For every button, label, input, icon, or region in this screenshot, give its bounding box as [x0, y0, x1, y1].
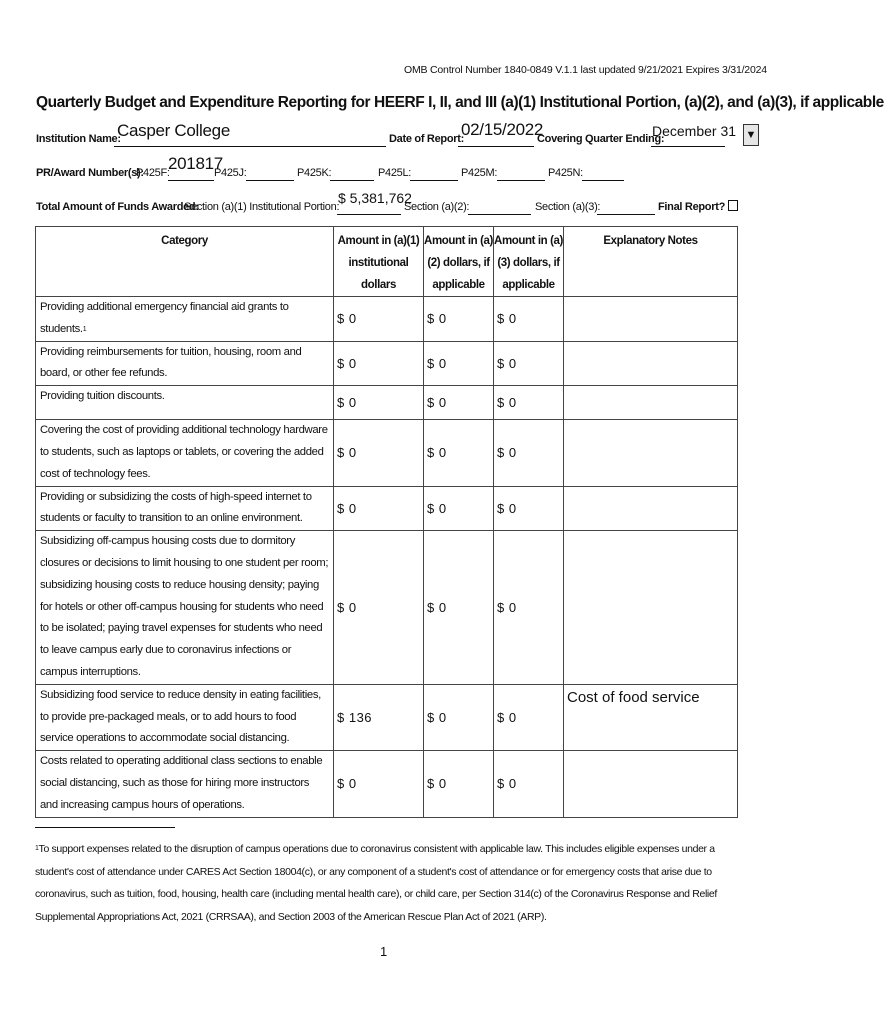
final-report-label: Final Report? — [658, 200, 738, 213]
section-a2-field[interactable] — [468, 214, 531, 215]
date-of-report-field[interactable]: 02/15/2022 — [461, 120, 544, 139]
header-amount-a1: Amount in (a)(1) institutional dollars — [334, 227, 424, 297]
table-row — [36, 531, 738, 685]
chevron-down-icon: ▼ — [745, 129, 757, 141]
category-cell: Providing additional emergency financial aid grants to students.$^1$ — [36, 297, 334, 342]
award-number-label: PR/Award Number(s): — [36, 167, 144, 179]
amount-a1-field[interactable]: $ 0 — [334, 486, 424, 531]
section-a1-field[interactable]: $ 5,381,762 — [338, 190, 412, 206]
notes-field[interactable] — [564, 486, 738, 531]
amount-a1-field[interactable]: $ 136 — [334, 684, 424, 750]
category-cell: Subsidizing food service to reduce density in eating facilities, to provide pre-packaged meals, or to add hours to food service operations to accommodate social distancing. — [36, 684, 334, 750]
covering-quarter-field[interactable]: December 31 — [652, 123, 737, 139]
amount-a2-field[interactable]: $ 0 — [424, 751, 494, 817]
omb-control-number: OMB Control Number 1840-0849 V.1.1 last updated 9/21/2021 Expires 3/31/2024 — [404, 64, 767, 76]
table-row — [36, 751, 738, 817]
amount-a1-field[interactable]: $ 0 — [334, 420, 424, 486]
amount-a3-field[interactable]: $ 0 — [494, 386, 564, 420]
table-row — [36, 297, 738, 342]
p425f-label: P425F: — [136, 167, 170, 179]
final-report-checkbox[interactable] — [728, 200, 738, 211]
p425f-underline — [168, 180, 214, 181]
amount-a2-field[interactable]: $ 0 — [424, 297, 494, 342]
institution-name-label: Institution Name: — [36, 133, 121, 145]
amount-a1-field[interactable]: $ 0 — [334, 751, 424, 817]
table-row — [36, 684, 738, 750]
table-row — [36, 341, 738, 386]
category-cell: Subsidizing off-campus housing costs due to dormitory closures or decisions to limit housing to one student per room; subsidizing housing costs to reduce housing density; paying for hotels or other off-campus housing for students who need to be isolated; paying travel expenses for students who need to leave campus early due to coronavirus infections or campus interruptions. — [36, 531, 334, 685]
amount-a3-field[interactable]: $ 0 — [494, 341, 564, 386]
amount-a1-field[interactable]: $ 0 — [334, 297, 424, 342]
table-row — [36, 486, 738, 531]
budget-table — [35, 226, 738, 818]
quarter-dropdown-button[interactable] — [743, 124, 759, 146]
amount-a2-field[interactable]: $ 0 — [424, 486, 494, 531]
amount-a2-field[interactable]: $ 0 — [424, 684, 494, 750]
section-a1-label: Section (a)(1) Institutional Portion: — [184, 201, 340, 213]
amount-a3-field[interactable]: $ 0 — [494, 751, 564, 817]
p425n-field[interactable] — [582, 180, 624, 181]
footnote-text: To support expenses related to the disruption of campus operations due to coronavirus consistent with applicable law. This includes eligible expenses under a student's cost of attendance under CARES Act Section 18004(c), or any component of a student's cost of attendance or for emergency costs that arise due to coronavirus, such as tuition, food, housing, health care (including mental health care), or child care, per Section 314(c) of the Coronavirus Response and Relief Supplemental Appropriations Act, 2021 (CRRSAA), and Section 2003 of the American Rescue Plan Act of 2021 (ARP). — [35, 843, 717, 923]
amount-a3-field[interactable]: $ 0 — [494, 531, 564, 685]
covering-quarter-label: Covering Quarter Ending: — [537, 133, 665, 145]
notes-field[interactable] — [564, 751, 738, 817]
p425k-field[interactable] — [330, 180, 374, 181]
notes-field[interactable] — [564, 341, 738, 386]
table-row — [36, 420, 738, 486]
page-title: Quarterly Budget and Expenditure Reporting for HEERF I, II, and III (a)(1) Institutional Portion, (a)(2), and (a)(3), if applicable — [36, 94, 884, 111]
p425f-field[interactable]: 201817 — [168, 154, 223, 173]
category-cell: Covering the cost of providing additional technology hardware to students, such as laptops or tablets, or covering the added cost of technology fees. — [36, 420, 334, 486]
category-cell: Providing tuition discounts. — [36, 386, 334, 420]
header-category: Category — [36, 227, 334, 297]
notes-field[interactable]: Cost of food service — [564, 684, 738, 750]
p425m-label: P425M: — [461, 167, 498, 179]
institution-name-field[interactable]: Casper College — [117, 121, 230, 140]
amount-a1-field[interactable]: $ 0 — [334, 386, 424, 420]
p425j-label: P425J: — [214, 167, 247, 179]
section-a2-label: Section (a)(2): — [404, 201, 470, 213]
footnote-divider — [35, 827, 175, 828]
category-cell: Providing reimbursements for tuition, housing, room and board, or other fee refunds. — [36, 341, 334, 386]
amount-a2-field[interactable]: $ 0 — [424, 386, 494, 420]
p425k-label: P425K: — [297, 167, 332, 179]
amount-a3-field[interactable]: $ 0 — [494, 297, 564, 342]
amount-a2-field[interactable]: $ 0 — [424, 531, 494, 685]
notes-field[interactable] — [564, 297, 738, 342]
date-underline — [458, 146, 534, 147]
amount-a3-field[interactable]: $ 0 — [494, 486, 564, 531]
p425j-field[interactable] — [246, 180, 294, 181]
date-of-report-label: Date of Report: — [389, 133, 464, 145]
section-a3-label: Section (a)(3): — [535, 201, 601, 213]
notes-field[interactable] — [564, 386, 738, 420]
amount-a1-field[interactable]: $ 0 — [334, 531, 424, 685]
footnote-ref: 1 — [82, 325, 87, 333]
amount-a3-field[interactable]: $ 0 — [494, 684, 564, 750]
page-number: 1 — [380, 944, 388, 959]
p425n-label: P425N: — [548, 167, 583, 179]
section-a1-underline — [337, 214, 401, 215]
category-cell: Costs related to operating additional class sections to enable social distancing, such as those for hiring more instructors and increasing campus hours of operations. — [36, 751, 334, 817]
institution-name-underline — [114, 146, 386, 147]
header-amount-a2: Amount in (a)(2) dollars, if applicable — [424, 227, 494, 297]
quarter-underline — [651, 146, 725, 147]
notes-field[interactable] — [564, 420, 738, 486]
footnote-marker: 1 — [35, 845, 39, 852]
section-a3-field[interactable] — [597, 214, 655, 215]
category-cell: Providing or subsidizing the costs of high-speed internet to students or faculty to transition to an online environment. — [36, 486, 334, 531]
p425l-label: P425L: — [378, 167, 412, 179]
amount-a3-field[interactable]: $ 0 — [494, 420, 564, 486]
p425l-field[interactable] — [410, 180, 458, 181]
footnote — [35, 838, 735, 928]
header-explanatory-notes: Explanatory Notes — [564, 227, 738, 297]
total-funds-label: Total Amount of Funds Awarded: — [36, 201, 199, 213]
table-header-row — [36, 227, 738, 297]
amount-a2-field[interactable]: $ 0 — [424, 341, 494, 386]
header-amount-a3: Amount in (a)(3) dollars, if applicable — [494, 227, 564, 297]
amount-a1-field[interactable]: $ 0 — [334, 341, 424, 386]
table-row — [36, 386, 738, 420]
amount-a2-field[interactable]: $ 0 — [424, 420, 494, 486]
p425m-field[interactable] — [497, 180, 545, 181]
notes-field[interactable] — [564, 531, 738, 685]
